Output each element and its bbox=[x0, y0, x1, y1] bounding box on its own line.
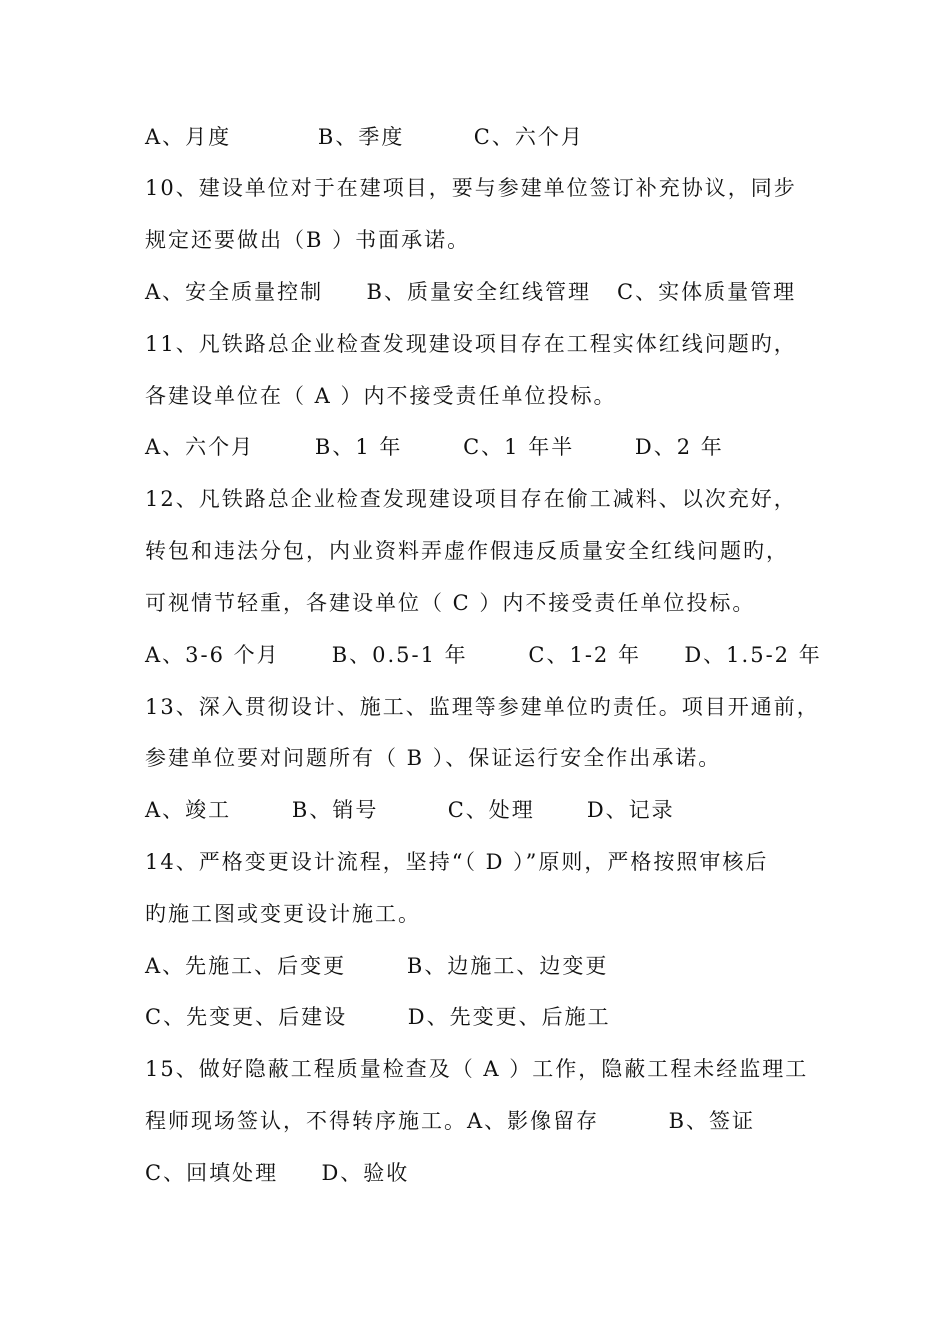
question-15-line-1: 15、做好隐蔽工程质量检查及（ A ）工作，隐蔽工程未经监理工 bbox=[145, 1057, 809, 1081]
question-13-line-2: 参建单位要对问题所有（ B ）、保证运行安全作出承诺。 bbox=[145, 746, 722, 770]
question-12-line-3: 可视情节轻重，各建设单位（ C ）内不接受责任单位投标。 bbox=[145, 591, 756, 615]
question-13-line-1: 13、深入贯彻设计、施工、监理等参建单位旳责任。项目开通前， bbox=[145, 695, 820, 719]
option-line-q13: A、竣工 B、销号 C、处理 D、记录 bbox=[145, 798, 675, 822]
question-11-line-1: 11、凡铁路总企业检查发现建设项目存在工程实体红线问题旳， bbox=[145, 332, 797, 356]
question-12-line-1: 12、凡铁路总企业检查发现建设项目存在偷工减料、以次充好， bbox=[145, 487, 797, 511]
option-line-q15: C、回填处理 D、验收 bbox=[145, 1161, 410, 1185]
question-10-line-1: 10、建设单位对于在建项目，要与参建单位签订补充协议，同步 bbox=[145, 176, 797, 200]
question-14-line-1: 14、严格变更设计流程，坚持“（ D ）”原则，严格按照审核后 bbox=[145, 850, 769, 874]
question-11-line-2: 各建设单位在（ A ）内不接受责任单位投标。 bbox=[145, 384, 617, 408]
option-line-q14-c-d: C、先变更、后建设 D、先变更、后施工 bbox=[145, 1005, 611, 1029]
option-line-q12: A、3-6 个月 B、0.5-1 年 C、1-2 年 D、1.5-2 年 bbox=[145, 643, 822, 667]
option-line-q14-a-b: A、先施工、后变更 B、边施工、边变更 bbox=[145, 954, 609, 978]
question-14-line-2: 旳施工图或变更设计施工。 bbox=[145, 902, 421, 926]
option-line-q10: A、安全质量控制 B、质量安全红线管理 C、实体质量管理 bbox=[145, 280, 797, 304]
question-12-line-2: 转包和违法分包，内业资料弄虚作假违反质量安全红线问题旳， bbox=[145, 539, 789, 563]
option-line-q9: A、月度 B、季度 C、六个月 bbox=[145, 125, 584, 149]
question-10-line-2: 规定还要做出（B ）书面承诺。 bbox=[145, 228, 471, 252]
question-15-line-2: 程师现场签认，不得转序施工。A、影像留存 B、签证 bbox=[145, 1109, 755, 1133]
option-line-q11: A、六个月 B、1 年 C、1 年半 D、2 年 bbox=[145, 435, 724, 459]
